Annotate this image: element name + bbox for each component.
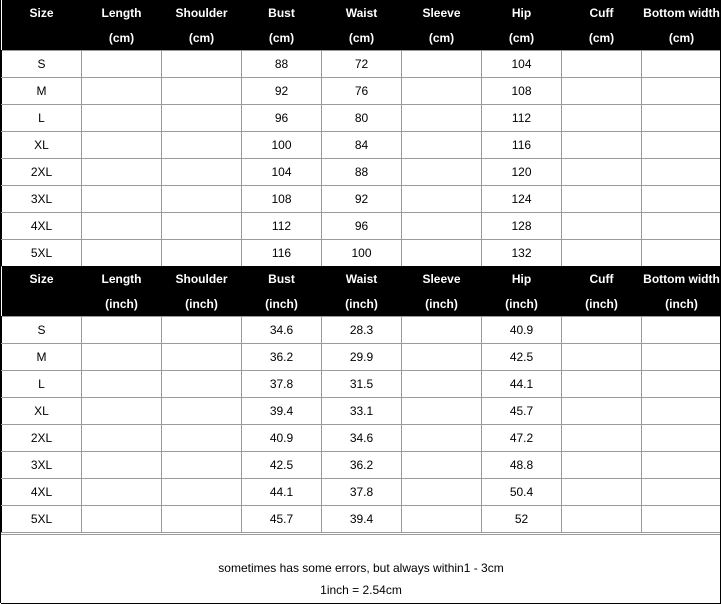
measurement-cell: 92 — [242, 78, 322, 105]
measurement-cell: 39.4 — [242, 398, 322, 425]
measurement-cell — [642, 213, 721, 240]
column-header-name: Sleeve — [402, 266, 482, 291]
measurement-cell — [82, 213, 162, 240]
column-header — [482, 0, 562, 51]
table-row — [2, 78, 721, 105]
measurement-cell — [162, 78, 242, 105]
measurement-cell — [402, 452, 482, 479]
measurement-cell — [402, 479, 482, 506]
column-header-name: Waist — [322, 0, 402, 25]
measurement-cell — [562, 51, 642, 78]
measurement-cell — [642, 425, 721, 452]
column-header — [162, 0, 242, 51]
column-header-unit: (cm) — [162, 25, 242, 44]
measurement-cell — [162, 159, 242, 186]
measurement-cell: 42.5 — [242, 452, 322, 479]
table-row — [2, 479, 721, 506]
column-header-name: Size — [2, 266, 82, 291]
measurement-cell — [402, 398, 482, 425]
measurement-cell — [162, 213, 242, 240]
measurement-cell: 92 — [322, 186, 402, 213]
column-header-name: Waist — [322, 266, 402, 291]
column-header-unit: (inch) — [642, 291, 721, 310]
measurement-cell — [402, 344, 482, 371]
measurement-cell: 96 — [242, 105, 322, 132]
measurement-cell: 29.9 — [322, 344, 402, 371]
measurement-cell: 84 — [322, 132, 402, 159]
table-row — [2, 398, 721, 425]
measurement-cell: 33.1 — [322, 398, 402, 425]
measurement-cell — [562, 344, 642, 371]
measurement-cell: 37.8 — [322, 479, 402, 506]
measurement-cell — [642, 344, 721, 371]
measurement-cell: 52 — [482, 506, 562, 533]
measurement-cell — [562, 240, 642, 267]
measurement-cell — [562, 317, 642, 344]
measurement-cell: 34.6 — [242, 317, 322, 344]
column-header-unit: (inch) — [242, 291, 322, 310]
column-header — [2, 266, 82, 317]
column-header-name: Bust — [242, 266, 322, 291]
measurement-cell: 37.8 — [242, 371, 322, 398]
table-row — [2, 240, 721, 267]
measurement-cell: 88 — [242, 51, 322, 78]
measurement-cell — [162, 506, 242, 533]
column-header-name: Bust — [242, 0, 322, 25]
measurement-cell — [562, 159, 642, 186]
measurement-cell — [162, 371, 242, 398]
column-header-unit: (inch) — [82, 291, 162, 310]
column-header-unit: (inch) — [562, 291, 642, 310]
measurement-cell — [82, 344, 162, 371]
column-header — [402, 266, 482, 317]
measurement-cell: 128 — [482, 213, 562, 240]
size-cell: S — [2, 317, 82, 344]
measurement-cell: 88 — [322, 159, 402, 186]
measurement-cell: 104 — [242, 159, 322, 186]
column-header-unit: (inch) — [402, 291, 482, 310]
measurement-cell: 120 — [482, 159, 562, 186]
measurement-cell — [402, 159, 482, 186]
table-row — [2, 425, 721, 452]
measurement-cell — [402, 240, 482, 267]
measurement-cell: 34.6 — [322, 425, 402, 452]
measurement-cell — [402, 51, 482, 78]
measurement-cell: 108 — [242, 186, 322, 213]
measurement-cell — [642, 317, 721, 344]
measurement-cell — [562, 213, 642, 240]
measurement-cell: 42.5 — [482, 344, 562, 371]
column-header — [242, 0, 322, 51]
table-row — [2, 186, 721, 213]
column-header — [322, 0, 402, 51]
measurement-cell — [162, 240, 242, 267]
measurement-cell — [642, 506, 721, 533]
column-header — [562, 0, 642, 51]
measurement-cell — [82, 51, 162, 78]
table-row — [2, 506, 721, 533]
measurement-cell — [162, 51, 242, 78]
measurement-cell: 104 — [482, 51, 562, 78]
column-header-unit — [2, 291, 82, 298]
column-header-name: Size — [2, 0, 82, 25]
table-row — [2, 371, 721, 398]
column-header-unit: (cm) — [562, 25, 642, 44]
measurement-cell — [162, 186, 242, 213]
size-cell: XL — [2, 132, 82, 159]
measurement-cell — [642, 159, 721, 186]
measurement-cell: 112 — [482, 105, 562, 132]
measurement-cell — [562, 398, 642, 425]
column-header — [642, 0, 721, 51]
measurement-cell — [642, 132, 721, 159]
measurement-cell — [402, 132, 482, 159]
measurement-cell: 76 — [322, 78, 402, 105]
table-body-inch — [2, 317, 721, 533]
column-header-name: Shoulder — [162, 266, 242, 291]
measurement-cell: 40.9 — [242, 425, 322, 452]
measurement-cell — [642, 51, 721, 78]
measurement-cell: 100 — [322, 240, 402, 267]
column-header-name: Shoulder — [162, 0, 242, 25]
column-header — [642, 266, 721, 317]
column-header-name: Hip — [482, 266, 562, 291]
size-cell: 3XL — [2, 186, 82, 213]
measurement-cell — [82, 506, 162, 533]
measurement-cell — [562, 479, 642, 506]
measurement-cell — [402, 317, 482, 344]
measurement-cell — [82, 132, 162, 159]
column-header-unit: (cm) — [242, 25, 322, 44]
measurement-cell — [82, 452, 162, 479]
column-header-name: Bottom width — [642, 0, 721, 25]
measurement-cell — [162, 425, 242, 452]
measurement-cell: 36.2 — [322, 452, 402, 479]
measurement-cell — [82, 425, 162, 452]
measurement-cell — [402, 506, 482, 533]
column-header-name: Sleeve — [402, 0, 482, 25]
measurement-cell: 96 — [322, 213, 402, 240]
size-table-inch — [1, 266, 721, 533]
measurement-cell: 45.7 — [482, 398, 562, 425]
measurement-cell — [562, 105, 642, 132]
measurement-cell: 80 — [322, 105, 402, 132]
column-header-name: Cuff — [562, 266, 642, 291]
measurement-cell — [82, 240, 162, 267]
measurement-cell — [642, 78, 721, 105]
measurement-cell — [562, 425, 642, 452]
size-cell: 3XL — [2, 452, 82, 479]
measurement-note — [1, 534, 721, 604]
measurement-cell: 31.5 — [322, 371, 402, 398]
measurement-cell — [162, 105, 242, 132]
column-header-name: Length — [82, 0, 162, 25]
measurement-cell — [402, 371, 482, 398]
measurement-cell: 50.4 — [482, 479, 562, 506]
column-header-name: Bottom width — [642, 266, 721, 291]
measurement-cell — [82, 105, 162, 132]
column-header — [482, 266, 562, 317]
column-header-unit — [2, 25, 82, 32]
measurement-cell: 45.7 — [242, 506, 322, 533]
measurement-cell — [82, 317, 162, 344]
table-row — [2, 159, 721, 186]
measurement-cell: 48.8 — [482, 452, 562, 479]
column-header-unit: (cm) — [482, 25, 562, 44]
measurement-cell — [642, 479, 721, 506]
measurement-cell — [562, 506, 642, 533]
measurement-cell — [642, 186, 721, 213]
measurement-cell: 44.1 — [242, 479, 322, 506]
measurement-cell: 124 — [482, 186, 562, 213]
table-row — [2, 452, 721, 479]
measurement-cell: 44.1 — [482, 371, 562, 398]
measurement-cell — [402, 213, 482, 240]
size-cell: S — [2, 51, 82, 78]
column-header — [322, 266, 402, 317]
measurement-cell: 116 — [242, 240, 322, 267]
measurement-cell — [562, 186, 642, 213]
measurement-cell: 72 — [322, 51, 402, 78]
measurement-cell — [82, 479, 162, 506]
size-cell: M — [2, 344, 82, 371]
measurement-cell — [642, 240, 721, 267]
column-header-unit: (cm) — [322, 25, 402, 44]
measurement-cell — [162, 317, 242, 344]
measurement-cell — [642, 105, 721, 132]
column-header — [162, 266, 242, 317]
measurement-cell: 36.2 — [242, 344, 322, 371]
size-cell: M — [2, 78, 82, 105]
column-header — [562, 266, 642, 317]
column-header-name: Hip — [482, 0, 562, 25]
column-header — [82, 266, 162, 317]
measurement-cell: 40.9 — [482, 317, 562, 344]
column-header-unit: (inch) — [482, 291, 562, 310]
column-header-unit: (cm) — [82, 25, 162, 44]
measurement-cell: 108 — [482, 78, 562, 105]
column-header — [242, 266, 322, 317]
size-cell: 5XL — [2, 240, 82, 267]
column-header — [402, 0, 482, 51]
measurement-cell — [562, 371, 642, 398]
measurement-cell — [162, 452, 242, 479]
measurement-cell: 39.4 — [322, 506, 402, 533]
measurement-cell: 100 — [242, 132, 322, 159]
size-table-cm — [1, 0, 721, 267]
measurement-cell — [402, 425, 482, 452]
measurement-cell — [162, 398, 242, 425]
measurement-cell: 112 — [242, 213, 322, 240]
measurement-cell — [82, 371, 162, 398]
measurement-cell — [642, 398, 721, 425]
table-row — [2, 105, 721, 132]
size-cell: 2XL — [2, 425, 82, 452]
table-header-cm — [2, 0, 721, 51]
size-cell: 2XL — [2, 159, 82, 186]
column-header-unit: (cm) — [642, 25, 721, 44]
measurement-cell — [562, 132, 642, 159]
table-body-cm — [2, 51, 721, 267]
table-row — [2, 213, 721, 240]
measurement-cell: 132 — [482, 240, 562, 267]
size-cell: 4XL — [2, 479, 82, 506]
measurement-cell — [82, 159, 162, 186]
measurement-cell: 47.2 — [482, 425, 562, 452]
size-cell: L — [2, 371, 82, 398]
measurement-cell — [402, 105, 482, 132]
measurement-cell — [162, 479, 242, 506]
column-header — [82, 0, 162, 51]
measurement-cell — [402, 186, 482, 213]
column-header-name: Length — [82, 266, 162, 291]
measurement-cell — [82, 78, 162, 105]
size-cell: XL — [2, 398, 82, 425]
column-header — [2, 0, 82, 51]
measurement-cell — [82, 186, 162, 213]
table-row — [2, 317, 721, 344]
measurement-cell — [562, 78, 642, 105]
table-row — [2, 51, 721, 78]
measurement-cell: 116 — [482, 132, 562, 159]
table-row — [2, 344, 721, 371]
column-header-unit: (inch) — [322, 291, 402, 310]
measurement-cell: 28.3 — [322, 317, 402, 344]
measurement-cell — [82, 398, 162, 425]
note-conversion: 1inch = 2.54cm — [1, 583, 721, 597]
measurement-cell — [562, 452, 642, 479]
table-row — [2, 132, 721, 159]
note-error-range: sometimes has some errors, but always within1 - 3cm — [1, 561, 721, 575]
column-header-unit: (inch) — [162, 291, 242, 310]
size-cell: 4XL — [2, 213, 82, 240]
size-cell: 5XL — [2, 506, 82, 533]
size-cell: L — [2, 105, 82, 132]
measurement-cell — [402, 78, 482, 105]
measurement-cell — [162, 132, 242, 159]
measurement-cell — [162, 344, 242, 371]
table-header-inch — [2, 266, 721, 317]
measurement-cell — [642, 452, 721, 479]
column-header-unit: (cm) — [402, 25, 482, 44]
measurement-cell — [642, 371, 721, 398]
column-header-name: Cuff — [562, 0, 642, 25]
